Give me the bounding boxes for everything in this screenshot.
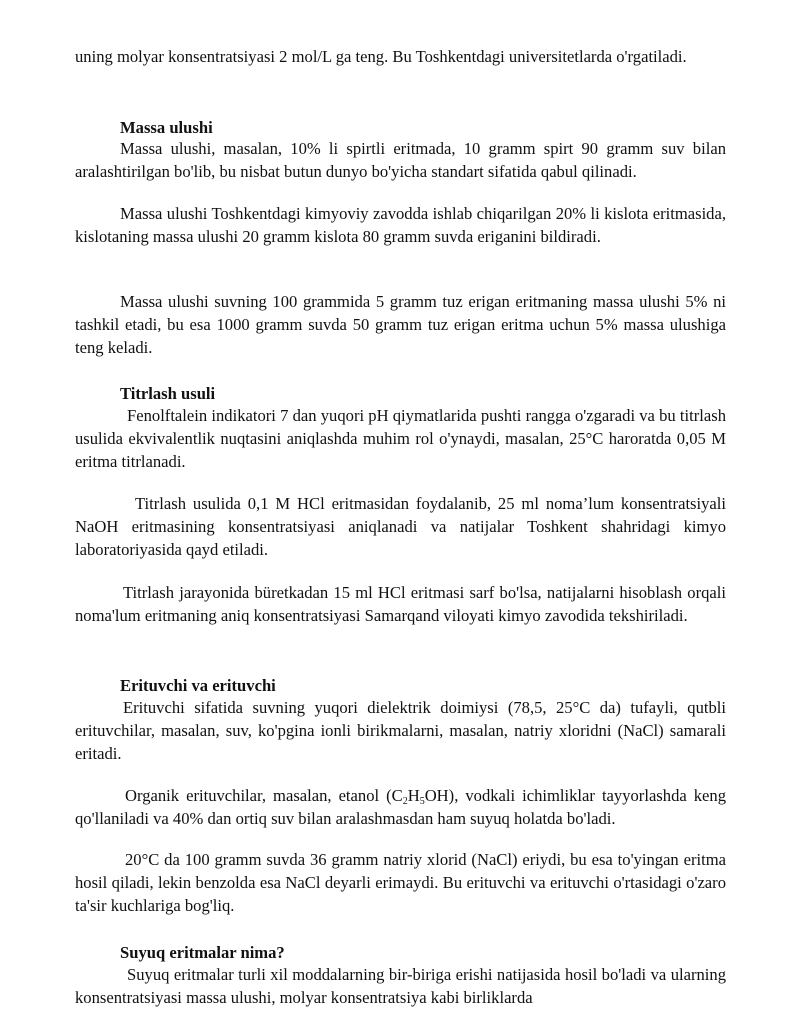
- etanol-sub-5: 5: [419, 796, 425, 807]
- paragraph-suyuq-1: Suyuq eritmalar turli xil moddalarning bir-biriga erishi natijasida hosil bo'ladi va ularning konsentratsiyasi massa ulushi, molyar konsentratsiya kabi birliklarda: [75, 965, 726, 1007]
- paragraph-massa-2: Massa ulushi Toshkentdagi kimyoviy zavodda ishlab chiqarilgan 20% li kislota eritmasida, kislotaning massa ulushi 20 gramm kislota 80 gramm suvda eriganini bildiradi.: [75, 204, 726, 246]
- heading-titrlash-usuli: Titrlash usuli: [120, 384, 216, 403]
- heading-suyuq-eritmalar: Suyuq eritmalar nima?: [120, 943, 285, 962]
- etanol-text-after: OH), vodkali ichimliklar tayyorlashda keng qo'llaniladi va 40% dan ortiq suv bilan aralashmasdan ham suyuq holatda bo'ladi.: [75, 786, 726, 828]
- etanol-text-mid: H: [407, 786, 420, 805]
- paragraph-massa-1: Massa ulushi, masalan, 10% li spirtli eritmada, 10 gramm spirt 90 gramm suv bilan aralashtirilgan bo'lib, bu nisbat butun dunyo bo'yicha standart sifatida qabul qilinadi.: [75, 139, 726, 181]
- paragraph-erituvchi-3: 20°C da 100 gramm suvda 36 gramm natriy xlorid (NaCl) eriydi, bu esa to'yingan eritma hosil qiladi, lekin benzolda esa NaCl deyarli erimaydi. Bu erituvchi va erituvchi o'rtasidagi o'zaro ta'sir kuchlariga bog'liq.: [75, 850, 726, 915]
- heading-massa-ulushi: Massa ulushi: [120, 118, 213, 137]
- paragraph-titrlash-2: Titrlash usulida 0,1 M HCl eritmasidan foydalanib, 25 ml noma’lum konsentratsiyali NaOH eritmasining konsentratsiyasi aniqlanadi va natijalar Toshkent shahridagi kimyo laboratoriyasida qayd etiladi.: [75, 494, 726, 559]
- paragraph-titrlash-1: Fenolftalein indikatori 7 dan yuqori pH qiymatlarida pushti rangga o'zgaradi va bu titrlash usulida ekvivalentlik nuqtasini aniqlashda muhim rol o'ynaydi, masalan, 25°C haroratda 0,05 M eritma titrlanadi.: [75, 406, 726, 471]
- paragraph-erituvchi-1: Erituvchi sifatida suvning yuqori dielektrik doimiysi (78,5, 25°C da) tufayli, qutbli erituvchilar, masalan, suv, ko'pgina ionli birikmalarni, masalan, natriy xloridni (NaCl) samarali eritadi.: [75, 698, 726, 763]
- heading-erituvchi: Erituvchi va erituvchi: [120, 676, 276, 695]
- paragraph-massa-3: Massa ulushi suvning 100 grammida 5 gramm tuz erigan eritmaning massa ulushi 5% ni tashkil etadi, bu esa 1000 gramm suvda 50 gramm tuz erigan eritma uchun 5% massa ulushiga teng keladi.: [75, 292, 726, 357]
- paragraph-intro: uning molyar konsentratsiyasi 2 mol/L ga teng. Bu Toshkentdagi universitetlarda o'rgatiladi.: [75, 47, 687, 66]
- paragraph-titrlash-3: Titrlash jarayonida büretkadan 15 ml HCl eritmasi sarf bo'lsa, natijalarni hisoblash orqali noma'lum eritmaning aniq konsentratsiyasi Samarqand viloyati kimyo zavodida tekshiriladi.: [75, 583, 726, 625]
- paragraph-erituvchi-2: [75, 784, 726, 830]
- etanol-text-before: Organik erituvchilar, masalan, etanol (C: [125, 786, 403, 805]
- etanol-sub-2: 2: [402, 796, 408, 807]
